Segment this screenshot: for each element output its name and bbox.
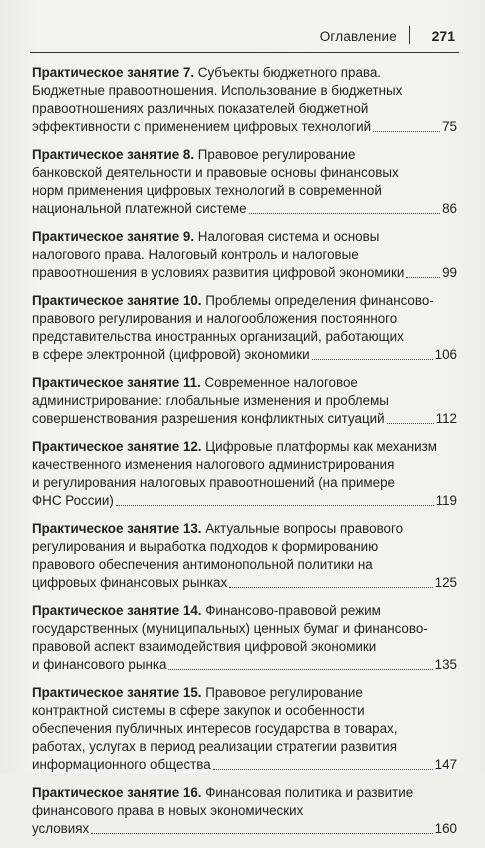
- toc-entry-title-text: и регулирования налоговых правоотношений (на примере: [32, 475, 395, 490]
- toc-entry[interactable]: [32, 146, 457, 218]
- toc-entry-title-text: финансового права в новых экономических: [32, 803, 304, 818]
- dot-leader: [229, 586, 432, 588]
- toc-entry-title-text: Бюджетные правоотношения. Использование в бюджетных: [32, 83, 403, 98]
- toc-entry-page[interactable]: 99: [442, 265, 457, 280]
- toc-entry-line: [32, 164, 457, 182]
- toc-entry-line: [32, 246, 457, 264]
- toc-entry[interactable]: [32, 228, 457, 282]
- toc-entry-title-text: эффективности с применением цифровых технологий: [32, 119, 372, 134]
- toc-entry-title-text: регулирования и выработка подходов к формированию: [32, 539, 379, 554]
- toc-entry[interactable]: [32, 784, 457, 838]
- toc-entry-last-line: [32, 574, 457, 592]
- toc-entry[interactable]: [32, 292, 457, 364]
- toc-entry-line: [32, 474, 457, 492]
- toc-entry-title-text: правового регулирования и налогообложения постоянного: [32, 311, 398, 326]
- toc-entry-title-text: правовой аспект взаимодействия цифровой экономики: [32, 639, 377, 654]
- toc-entry-title-text: в сфере электронной (цифровой) экономики: [32, 347, 310, 362]
- toc-entry-line: [32, 374, 457, 392]
- toc-entry-page[interactable]: 75: [442, 119, 457, 134]
- toc-entry-line: [32, 438, 457, 456]
- toc-entry-line: [32, 392, 457, 410]
- toc-entry-title-text: совершенствования разрешения конфликтных ситуаций: [32, 411, 385, 426]
- toc-entry[interactable]: [32, 438, 457, 510]
- toc-entry-last-line: [32, 264, 457, 282]
- toc-entry-title-text: государственных (муниципальных) ценных бумаг и финансово-: [32, 621, 428, 636]
- toc-entry-line: [32, 146, 457, 164]
- toc-entry-title-text: правового обеспечения антимонопольной политики на: [32, 557, 373, 572]
- toc-entry-title-text: информационного общества: [32, 757, 211, 772]
- dot-leader: [373, 130, 440, 132]
- toc-entry-title-text: качественного изменения налогового администрирования: [32, 457, 395, 472]
- dot-leader: [91, 832, 432, 834]
- toc-entry-line: [32, 602, 457, 620]
- toc-entry-title-text: контрактной системы в сфере закупок и особенности: [32, 703, 365, 718]
- section-title: Оглавление: [319, 29, 397, 44]
- toc-entry-title-text: Правовое регулирование: [201, 685, 363, 700]
- toc-entry-line: [32, 556, 457, 574]
- toc-entry-line: [32, 310, 457, 328]
- header-divider: [409, 26, 410, 44]
- toc-entry-label: Практическое занятие 12.: [32, 439, 202, 454]
- toc-entry-title-text: условиях: [32, 821, 90, 836]
- toc-entry-label: Практическое занятие 11.: [32, 375, 201, 390]
- toc-entry[interactable]: [32, 374, 457, 428]
- toc-entry-title-text: представительства иностранных организаций, работающих: [32, 329, 404, 344]
- toc-entry-line: [32, 538, 457, 556]
- toc-entry-title-text: национальной платежной системе: [32, 201, 247, 216]
- toc-entry-line: [32, 64, 457, 82]
- toc-entry-label: Практическое занятие 7.: [32, 65, 195, 80]
- toc-entry-title-text: Правовое регулирование: [194, 147, 356, 162]
- toc-entry-title-text: Финансовая политика и развитие: [201, 785, 414, 800]
- toc-entry-title-text: обеспечения публичных интересов государства в товарах,: [32, 721, 398, 736]
- toc-entry-page[interactable]: 112: [435, 411, 457, 426]
- toc-entry-line: [32, 520, 457, 538]
- dot-leader: [168, 668, 432, 670]
- toc-entry-title-text: банковской деятельности и правовые основы финансовых: [32, 165, 399, 180]
- toc-entry-page[interactable]: 119: [435, 493, 457, 508]
- toc-entry-title-text: и финансового рынка: [32, 657, 167, 672]
- toc-entry-label: Практическое занятие 8.: [32, 147, 195, 162]
- toc-entry-line: [32, 684, 457, 702]
- toc-entry-title-text: Субъекты бюджетного права.: [194, 65, 382, 80]
- toc-entry-title-text: норм применения цифровых технологий в современной: [32, 183, 382, 198]
- toc-entry-title-text: налогового права. Налоговый контроль и налоговые: [32, 247, 359, 262]
- toc-entry-title-text: Проблемы определения финансово-: [201, 293, 434, 308]
- toc-entry-title-text: цифровых финансовых рынках: [32, 575, 228, 590]
- toc-entry-page[interactable]: 135: [434, 657, 457, 672]
- toc-entry-line: [32, 620, 457, 638]
- toc-entry-last-line: [32, 410, 457, 428]
- toc-entry-last-line: [32, 200, 457, 218]
- toc-entry-line: [32, 702, 457, 720]
- toc-entry[interactable]: [32, 64, 457, 136]
- toc-entry-title-text: правоотношения в условиях развития цифровой экономики: [32, 265, 405, 280]
- toc-entry-title-text: работах, услугах в период реализации стратегии развития: [32, 739, 397, 754]
- toc-entry-label: Практическое занятие 10.: [32, 293, 202, 308]
- toc-entry-line: [32, 720, 457, 738]
- toc-entry-last-line: [32, 756, 457, 774]
- toc-entry-title-text: ФНС России): [32, 493, 114, 508]
- toc-entry-page[interactable]: 125: [434, 575, 457, 590]
- dot-leader: [213, 768, 433, 770]
- toc-entry-page[interactable]: 160: [434, 821, 457, 836]
- page-number: 271: [431, 28, 455, 44]
- toc-entry-page[interactable]: 86: [442, 201, 457, 216]
- toc-entry-last-line: [32, 346, 457, 364]
- toc-entry-label: Практическое занятие 13.: [32, 521, 202, 536]
- toc-entry-line: [32, 456, 457, 474]
- dot-leader: [387, 422, 434, 424]
- toc-entry-line: [32, 638, 457, 656]
- dot-leader: [249, 212, 441, 214]
- toc-entry-line: [32, 328, 457, 346]
- toc-entry[interactable]: [32, 602, 457, 674]
- toc-entry-title-text: правоотношениях различных показателей бюджетной: [32, 101, 369, 116]
- toc-entry-title-text: Актуальные вопросы правового: [201, 521, 404, 536]
- toc-entry[interactable]: [32, 520, 457, 592]
- dot-leader: [312, 358, 433, 360]
- toc-entry-title-text: Финансово-правовой режим: [201, 603, 381, 618]
- toc-entry-page[interactable]: 106: [434, 347, 457, 362]
- toc-entry-line: [32, 82, 457, 100]
- toc-entry-line: [32, 182, 457, 200]
- toc-entry-label: Практическое занятие 15.: [32, 685, 202, 700]
- toc-entry-line: [32, 738, 457, 756]
- toc-entry-title-text: Современное налоговое: [200, 375, 358, 390]
- toc-entry-last-line: [32, 492, 457, 510]
- toc-entry[interactable]: [32, 684, 457, 774]
- toc-entry-line: [32, 784, 457, 802]
- dot-leader: [116, 504, 434, 506]
- toc-entry-line: [32, 228, 457, 246]
- toc-entry-label: Практическое занятие 9.: [32, 229, 195, 244]
- toc-entry-page[interactable]: 147: [434, 757, 457, 772]
- toc-entry-title-text: Налоговая система и основы: [194, 229, 380, 244]
- toc-entry-line: [32, 100, 457, 118]
- toc-entry-title-text: Цифровые платформы как механизм: [201, 439, 438, 454]
- toc-entry-title-text: администрирование: глобальные изменения и проблемы: [32, 393, 389, 408]
- toc-entry-last-line: [32, 656, 457, 674]
- toc-entry-label: Практическое занятие 16.: [32, 785, 202, 800]
- table-of-contents: [32, 64, 457, 848]
- toc-entry-line: [32, 292, 457, 310]
- toc-entry-last-line: [32, 118, 457, 136]
- dot-leader: [406, 276, 440, 278]
- running-header: [30, 22, 459, 53]
- toc-entry-last-line: [32, 820, 457, 838]
- toc-entry-label: Практическое занятие 14.: [32, 603, 202, 618]
- toc-entry-line: [32, 802, 457, 820]
